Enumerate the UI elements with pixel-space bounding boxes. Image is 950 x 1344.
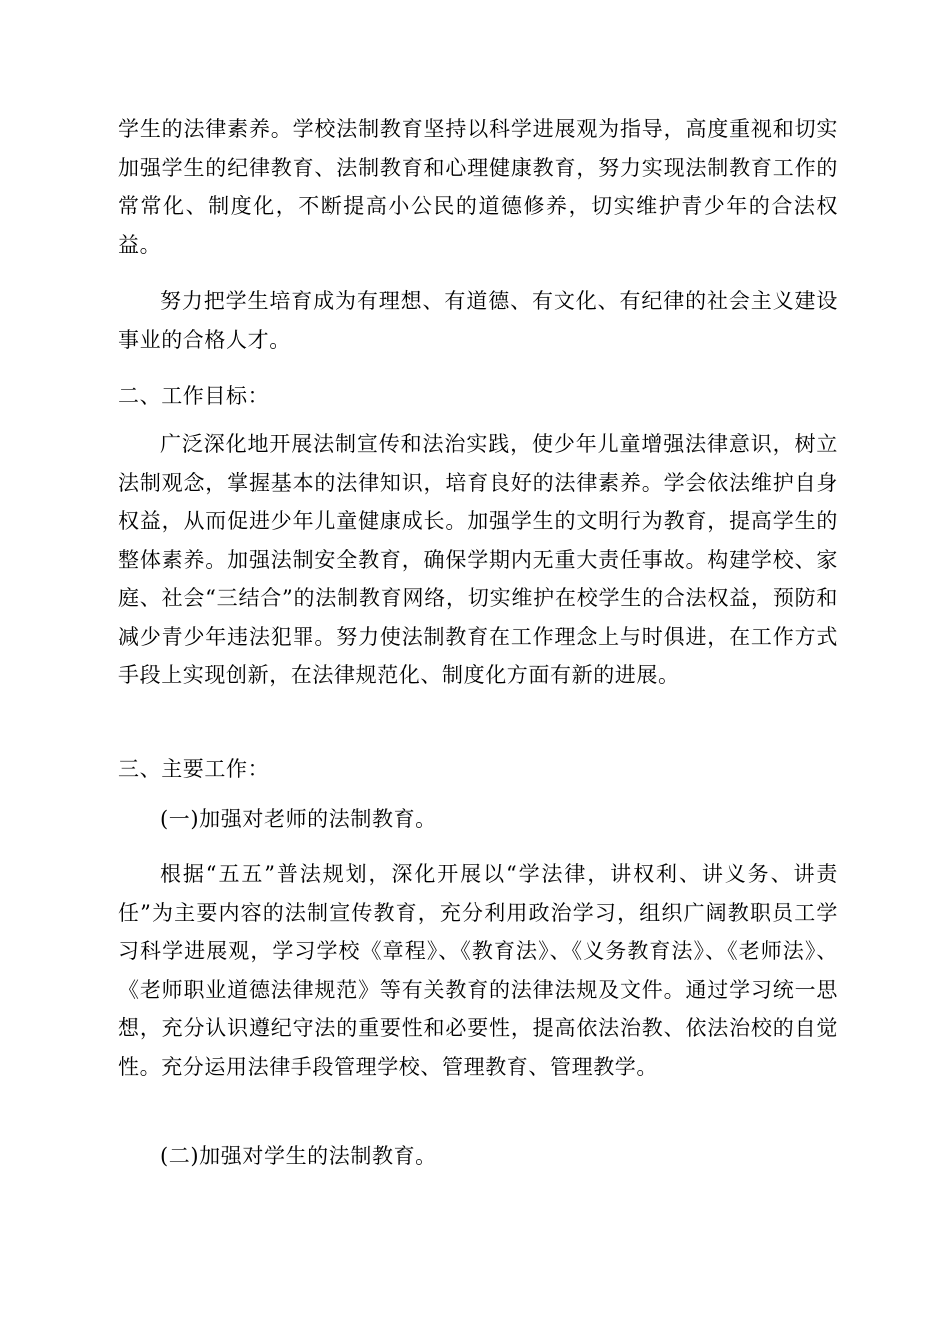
- subheading-teacher-education: (一)加强对老师的法制教育。: [160, 807, 437, 831]
- section-heading-work-goals: 二、工作目标：: [118, 384, 270, 408]
- subheading-student-education: (二)加强对学生的法制教育。: [160, 1144, 437, 1168]
- paragraph-intro-continued: 学生的法律素养。学校法制教育坚持以科学进展观为指导，高度重视和切实加强学生的纪律教育、法制教育和心理健康教育，努力实现法制教育工作的常常化、制度化，不断提高小公民的道德修养，切实维护青少年的合法权益。: [118, 117, 838, 257]
- paragraph-teacher-education: 根据“五五”普法规划，深化开展以“学法律，讲权利、讲义务、讲责任”为主要内容的法制宣传教育，充分利用政治学习，组织广阔教职员工学习科学进展观，学习学校《章程》、《教育法》、《义务教育法》、《老师法》、《老师职业道德法律规范》等有关教育的法律法规及文件。通过学习统一思想，充分认识遵纪守法的重要性和必要性，提高依法治教、依法治校的自觉性。充分运用法律手段管理学校、管理教育、管理教学。: [118, 862, 838, 1079]
- paragraph-goal-statement: 努力把学生培育成为有理想、有道德、有文化、有纪律的社会主义建设事业的合格人才。: [118, 289, 838, 352]
- paragraph-work-goals: 广泛深化地开展法制宣传和法治实践，使少年儿童增强法律意识，树立法制观念，掌握基本的法律知识，培育良好的法律素养。学会依法维护自身权益，从而促进少年儿童健康成长。加强学生的文明行为教育，提高学生的整体素养。加强法制安全教育，确保学期内无重大责任事故。构建学校、家庭、社会“三结合”的法制教育网络，切实维护在校学生的合法权益，预防和减少青少年违法犯罪。努力使法制教育在工作理念上与时俱进，在工作方式手段上实现创新，在法律规范化、制度化方面有新的进展。: [118, 432, 838, 687]
- section-heading-main-work: 三、主要工作：: [118, 757, 270, 781]
